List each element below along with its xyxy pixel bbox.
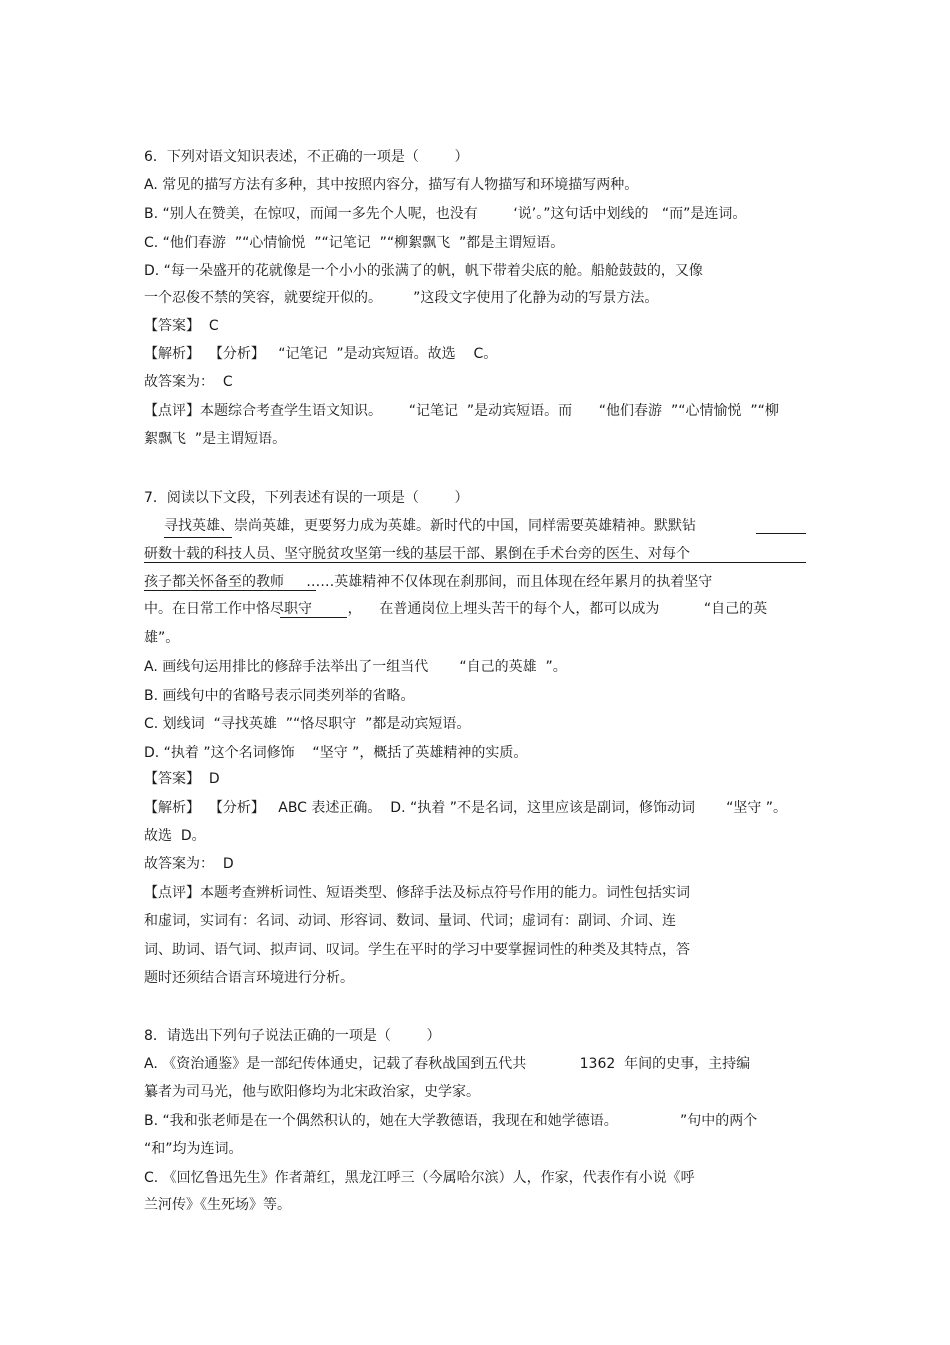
underline-line2 bbox=[144, 562, 806, 563]
q8-option-b-line2: “和”均为连词。 bbox=[144, 1141, 243, 1157]
q7-option-a: A. 画线句运用排比的修辞手法举出了一组当代 “自己的英雄 ”。 bbox=[144, 659, 567, 675]
q7-answer: 【答案】 D bbox=[144, 771, 220, 787]
q8-option-c-line1: C. 《回忆鲁迅先生》作者萧红，黑龙江呼三（今属哈尔滨）人，作家，代表作有小说《呼 bbox=[144, 1170, 695, 1186]
q8-option-a-line1: A. 《资治通鉴》是一部纪传体通史，记载了春秋战国到五代共 1362 年间的史事，主持编 bbox=[144, 1056, 751, 1072]
q7-passage-line3: 孩子都关怀备至的教师 ……英雄精神不仅体现在刹那间，而且体现在经年累月的执着坚守 bbox=[144, 574, 713, 590]
q6-comment-line2: 絮飘飞 ”是主谓短语。 bbox=[144, 431, 287, 447]
q7-passage-line2: 研数十载的科技人员、坚守脱贫攻坚第一线的基层干部、累倒在手术台旁的医生、对每个 bbox=[144, 546, 690, 562]
underline-line1-end bbox=[756, 533, 806, 534]
q7-passage-line1: 寻找英雄、崇尚英雄，更要努力成为英雄。新时代的中国，同样需要英雄精神。默默钻 bbox=[164, 518, 696, 534]
q7-comment-line1: 【点评】本题考查辨析词性、短语类型、修辞手法及标点符号作用的能力。词性包括实词 bbox=[144, 885, 690, 901]
underline-line3 bbox=[144, 590, 316, 591]
q7-passage-line4: 中。在日常工作中恪尽职守 ， 在普通岗位上埋头苦干的每个人，都可以成为 “自己的英 bbox=[144, 601, 768, 617]
q6-option-d-line2: 一个忍俊不禁的笑容，就要绽开似的。 ”这段文字使用了化静为动的写景方法。 bbox=[144, 290, 659, 306]
q8-option-b-line1: B. “我和张老师是在一个偶然积认的，她在大学教德语，我现在和她学德语。 ”句中的两个 bbox=[144, 1113, 758, 1129]
q6-option-c: C. “他们春游 ”“心情愉悦 ”“记笔记 ”“柳絮飘飞 ”都是主谓短语。 bbox=[144, 235, 565, 251]
q6-final-answer: 故答案为： C bbox=[144, 374, 233, 390]
q7-final-answer: 故答案为： D bbox=[144, 856, 234, 872]
q7-option-b: B. 画线句中的省略号表示同类列举的省略。 bbox=[144, 688, 415, 704]
q6-option-b: B. “别人在赞美，在惊叹，而闻一多先个人呢，也没有 ‘说’。”这句话中划线的 “而”是连词。 bbox=[144, 206, 747, 222]
q8-option-c-line2: 兰河传》《生死场》等。 bbox=[144, 1197, 291, 1213]
q8-option-a-line2: 纂者为司马光，他与欧阳修均为北宋政治家，史学家。 bbox=[144, 1084, 480, 1100]
q7-analysis-line1: 【解析】 【分析】 ABC 表述正确。 D. “执着 ”不是名词，这里应该是副词，修饰动词 “坚守 ”。 bbox=[144, 800, 788, 816]
q7-comment-line3: 词、助词、语气词、拟声词、叹词。学生在平时的学习中要掌握词性的种类及其特点，答 bbox=[144, 942, 690, 958]
q8-stem: 8．请选出下列句子说法正确的一项是（ ） bbox=[144, 1028, 441, 1044]
q7-comment-line4: 题时还须结合语言环境进行分析。 bbox=[144, 970, 354, 986]
q6-answer: 【答案】 C bbox=[144, 318, 219, 334]
q6-option-d-line1: D. “每一朵盛开的花就像是一个小小的张满了的帆，帆下带着尖底的舱。船舱鼓鼓的，又像 bbox=[144, 263, 703, 279]
q6-stem: 6．下列对语文知识表述，不正确的一项是（ ） bbox=[144, 149, 469, 165]
q7-passage-line5: 雄”。 bbox=[144, 630, 180, 646]
underline-kejin-zhishou bbox=[280, 617, 347, 618]
q7-option-c: C. 划线词 “寻找英雄 ”“恪尽职守 ”都是动宾短语。 bbox=[144, 716, 471, 732]
q7-analysis-line2: 故选 D。 bbox=[144, 828, 206, 844]
q6-option-a: A. 常见的描写方法有多种，其中按照内容分，描写有人物描写和环境描写两种。 bbox=[144, 177, 639, 193]
q7-comment-line2: 和虚词，实词有：名词、动词、形容词、数词、量词、代词；虚词有：副词、介词、连 bbox=[144, 913, 676, 929]
q7-stem: 7．阅读以下文段，下列表述有误的一项是（ ） bbox=[144, 490, 469, 506]
q6-analysis: 【解析】 【分析】 “记笔记 ”是动宾短语。故选 C。 bbox=[144, 346, 498, 362]
q7-option-d: D. “执着 ”这个名词修饰 “坚守 ”，概括了英雄精神的实质。 bbox=[144, 745, 528, 761]
underline-xunzhao-yingxiong bbox=[164, 537, 232, 538]
q6-comment-line1: 【点评】本题综合考查学生语文知识。 “记笔记 ”是动宾短语。而 “他们春游 ”“心情愉悦 ”“柳 bbox=[144, 403, 779, 419]
